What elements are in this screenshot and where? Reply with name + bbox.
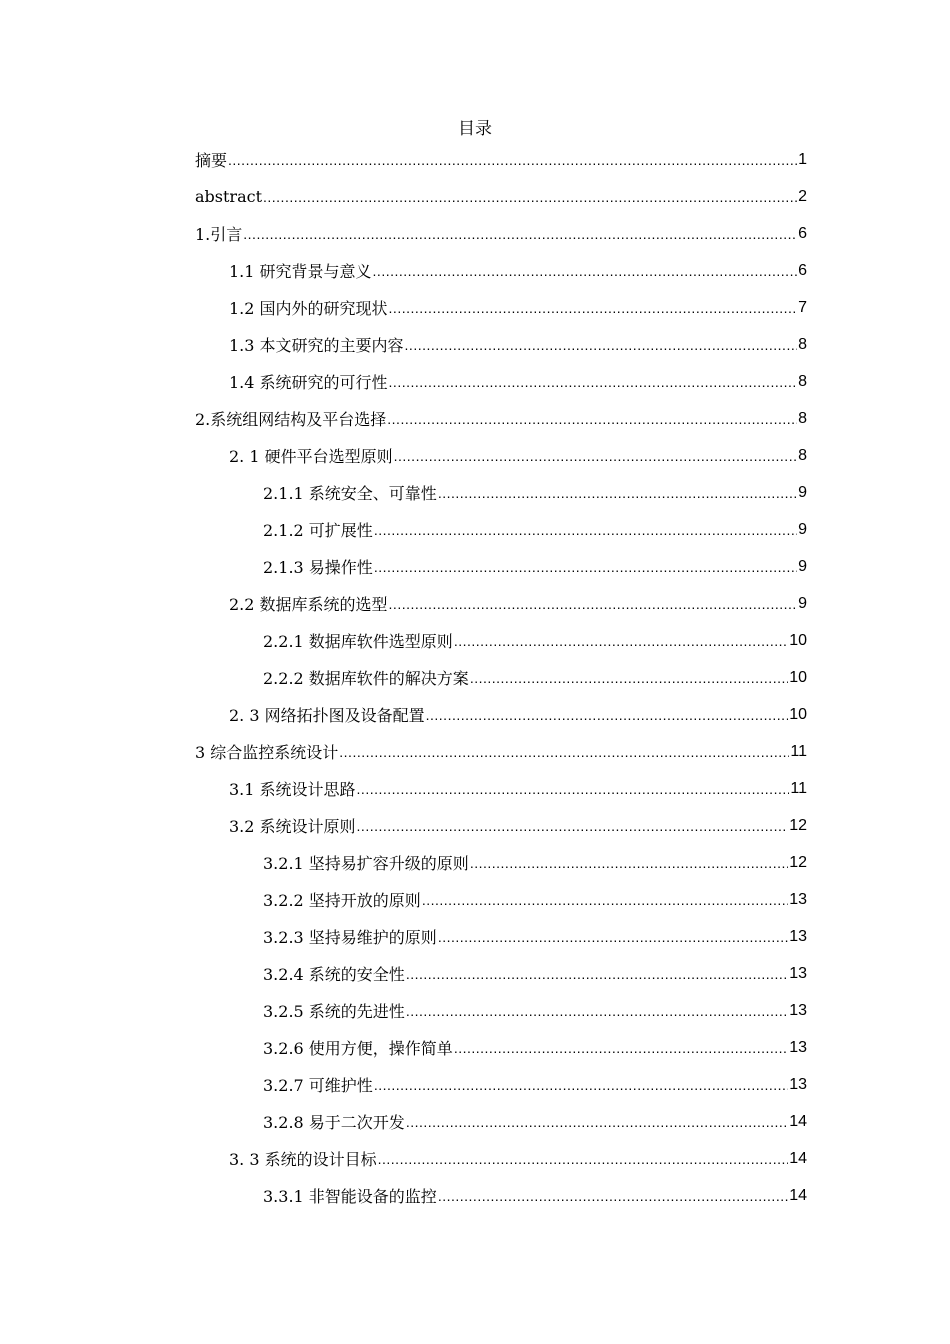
toc-dot-leader [406,966,788,982]
toc-page-number: 10 [789,705,807,723]
toc-entry[interactable] [195,659,807,696]
toc-dot-leader [374,522,797,538]
toc-page-number: 1 [798,150,807,168]
toc-entry[interactable] [195,807,807,844]
toc-dot-leader [374,1077,788,1093]
toc-page-number: 11 [790,742,807,760]
toc-page-number: 13 [789,1075,807,1093]
toc-entry[interactable] [195,289,807,326]
toc-entry-title: 2.1.1 系统安全、可靠性 [263,484,437,503]
toc-entry-title: 2.1.2 可扩展性 [263,521,373,540]
toc-entry-title: 3.2.6 使用方便，操作简单 [263,1039,453,1058]
toc-entry[interactable] [195,881,807,918]
toc-dot-leader [438,485,797,501]
toc-entry-title: 1.4 系统研究的可行性 [229,373,388,392]
toc-dot-leader [470,670,788,686]
toc-page-number: 9 [798,520,807,538]
toc-entry[interactable] [195,622,807,659]
toc-dot-leader [422,892,788,908]
toc-entry[interactable] [195,733,807,770]
toc-page-number: 8 [798,409,807,427]
toc-entry-title: 2. 1 硬件平台选型原则 [229,447,393,466]
toc-entry[interactable] [195,1140,807,1177]
toc-entry-title: 3 综合监控系统设计 [195,743,339,762]
toc-dot-leader [357,818,789,834]
table-of-contents [195,141,807,1214]
toc-entry-title: 3.3.1 非智能设备的监控 [263,1187,437,1206]
toc-title: 目录 [458,119,492,139]
toc-entry[interactable] [195,252,807,289]
toc-entry[interactable] [195,363,807,400]
toc-page-number: 9 [798,483,807,501]
toc-page-number: 13 [789,927,807,945]
toc-dot-leader [438,1188,788,1204]
toc-entry-title: 1.2 国内外的研究现状 [229,299,388,318]
toc-page-number: 14 [789,1112,807,1130]
toc-entry-title: 2. 3 网络拓扑图及设备配置 [229,706,425,725]
toc-dot-leader [389,374,798,390]
toc-entry[interactable] [195,437,807,474]
toc-entry[interactable] [195,585,807,622]
toc-entry-title: 1.1 研究背景与意义 [229,262,372,281]
toc-page-number: 14 [789,1186,807,1204]
toc-entry-title: 2.系统组网结构及平台选择 [195,410,387,429]
toc-page-number: 9 [798,594,807,612]
toc-page-number: 10 [789,668,807,686]
toc-page-number: 9 [798,557,807,575]
toc-entry[interactable] [195,955,807,992]
toc-entry[interactable] [195,992,807,1029]
toc-entry[interactable] [195,696,807,733]
toc-entry-title: 3.2.8 易于二次开发 [263,1113,405,1132]
toc-entry-title: 3.2.5 系统的先进性 [263,1002,405,1021]
toc-dot-leader [438,929,788,945]
toc-page-number: 13 [789,1001,807,1019]
toc-dot-leader [228,152,797,168]
toc-entry-title: abstract [195,187,262,206]
toc-page-number: 12 [789,816,807,834]
toc-entry[interactable] [195,1029,807,1066]
toc-dot-leader [357,781,790,797]
toc-dot-leader [339,744,789,760]
toc-page-number: 8 [798,372,807,390]
toc-entry[interactable] [195,141,807,178]
toc-entry-title: 1.3 本文研究的主要内容 [229,336,404,355]
toc-entry[interactable] [195,326,807,363]
toc-entry[interactable] [195,511,807,548]
toc-entry-title: 3.2.7 可维护性 [263,1076,373,1095]
toc-entry-title: 3.1 系统设计思路 [229,780,356,799]
toc-dot-leader [263,189,797,205]
toc-entry[interactable] [195,1177,807,1214]
toc-page-number: 13 [789,964,807,982]
toc-entry-title: 1.引言 [195,225,243,244]
toc-dot-leader [387,411,797,427]
toc-entry[interactable] [195,474,807,511]
toc-page-number: 6 [798,224,807,242]
toc-page-number: 7 [798,298,807,316]
toc-dot-leader [389,300,798,316]
toc-page-number: 8 [798,446,807,464]
toc-dot-leader [406,1114,788,1130]
toc-entry-title: 2.2.2 数据库软件的解决方案 [263,669,469,688]
toc-dot-leader [374,559,797,575]
toc-entry[interactable] [195,1103,807,1140]
toc-page-number: 6 [798,261,807,279]
toc-dot-leader [389,596,798,612]
toc-entry[interactable] [195,844,807,881]
toc-entry[interactable] [195,215,807,252]
toc-dot-leader [406,1003,788,1019]
toc-page-number: 14 [789,1149,807,1167]
toc-entry-title: 3.2.3 坚持易维护的原则 [263,928,437,947]
toc-entry-title: 3.2.2 坚持开放的原则 [263,891,421,910]
toc-page-number: 2 [798,187,807,205]
toc-dot-leader [426,707,789,723]
toc-entry[interactable] [195,770,807,807]
toc-entry-title: 3.2.4 系统的安全性 [263,965,405,984]
toc-entry[interactable] [195,918,807,955]
toc-dot-leader [454,633,788,649]
toc-entry-title: 3.2.1 坚持易扩容升级的原则 [263,854,469,873]
toc-dot-leader [405,337,798,353]
toc-entry[interactable] [195,1066,807,1103]
toc-dot-leader [394,448,797,464]
toc-entry-title: 2.2 数据库系统的选型 [229,595,388,614]
toc-dot-leader [243,226,797,242]
toc-entry-title: 3.2 系统设计原则 [229,817,356,836]
toc-entry[interactable] [195,548,807,585]
toc-page-number: 12 [789,853,807,871]
toc-dot-leader [378,1151,789,1167]
toc-entry-title: 2.1.3 易操作性 [263,558,373,577]
toc-entry-title: 3. 3 系统的设计目标 [229,1150,377,1169]
toc-page-number: 11 [790,779,807,797]
toc-page-number: 13 [789,1038,807,1056]
toc-entry-title: 2.2.1 数据库软件选型原则 [263,632,453,651]
toc-page-number: 10 [789,631,807,649]
toc-dot-leader [454,1040,788,1056]
toc-dot-leader [373,263,798,279]
toc-entry-title: 摘要 [195,151,228,170]
toc-dot-leader [470,855,788,871]
toc-entry[interactable] [195,178,807,215]
toc-page-number: 13 [789,890,807,908]
toc-page-number: 8 [798,335,807,353]
toc-entry[interactable] [195,400,807,437]
